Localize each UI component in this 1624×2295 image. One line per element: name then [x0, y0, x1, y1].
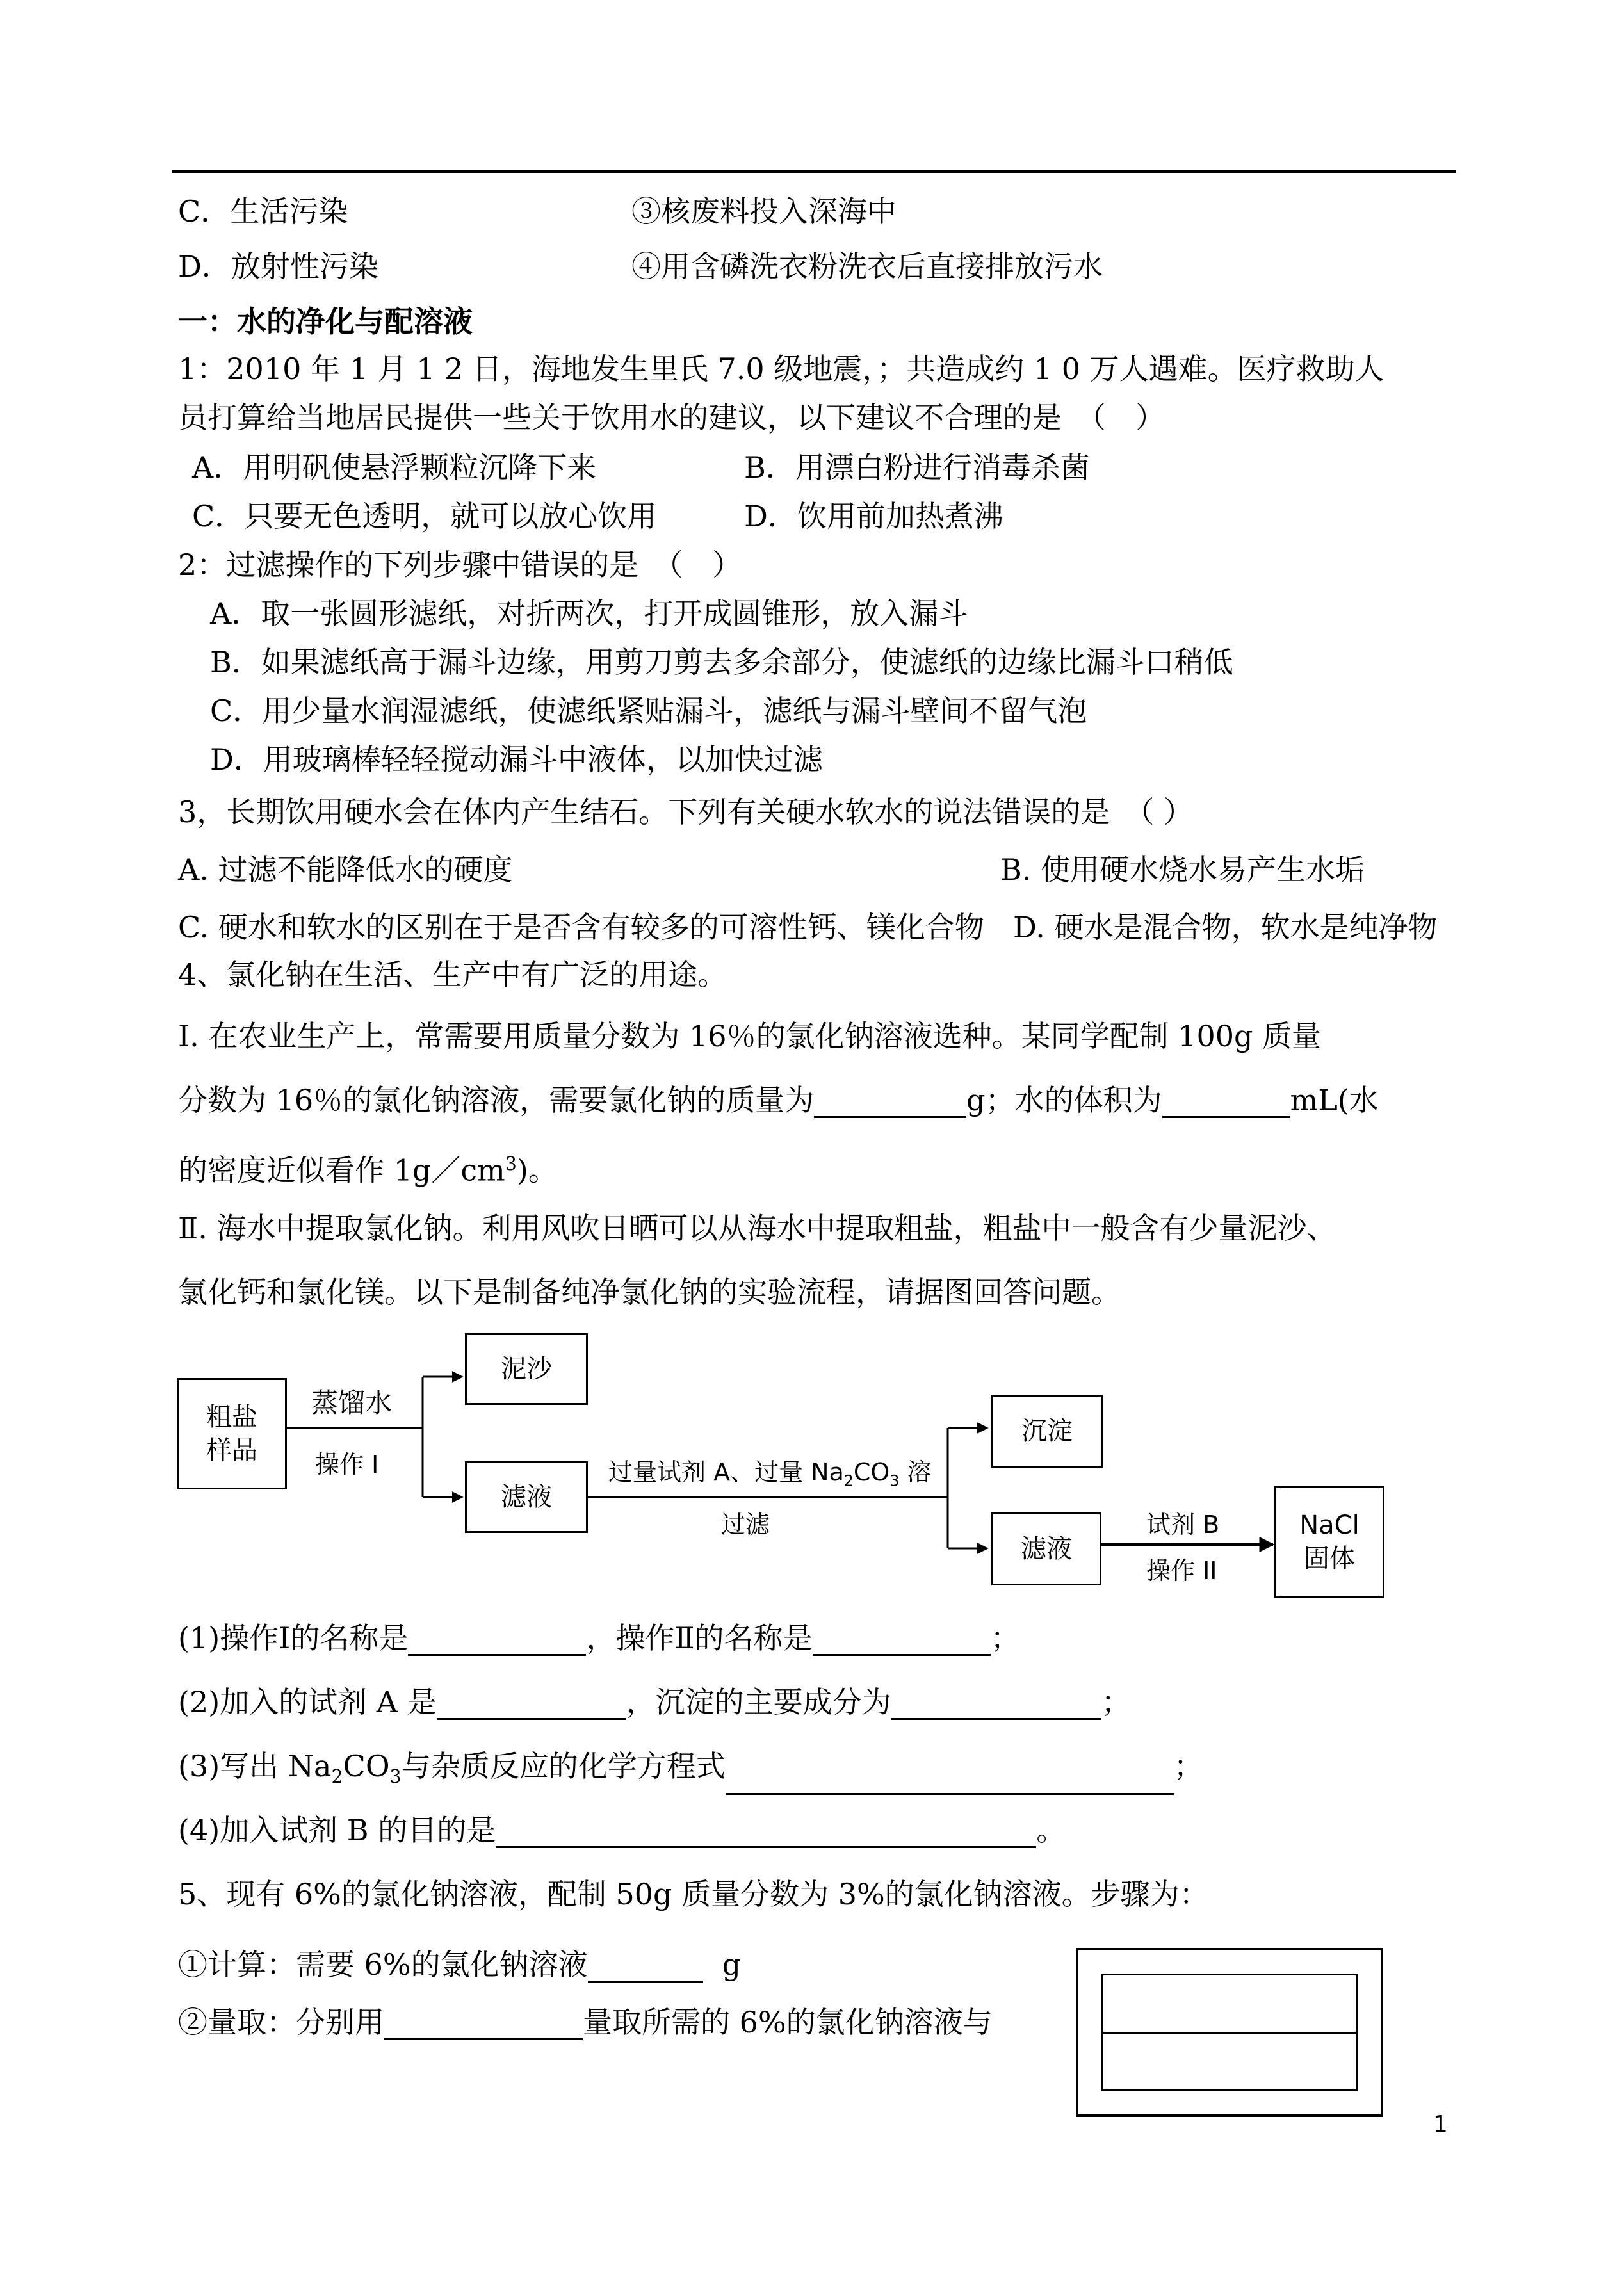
- q1-line2: 员打算给当地居民提供一些关于饮用水的建议，以下建议不合理的是 （ ）: [178, 400, 1165, 435]
- sub-question-4: (4)加入试剂 B 的目的是 。: [178, 1813, 1066, 1847]
- label-filter: 过滤: [721, 1511, 770, 1539]
- blank-solution-mass[interactable]: [588, 1952, 703, 1983]
- sub-question-1: (1)操作Ⅰ的名称是 ，操作Ⅱ的名称是 ；: [178, 1621, 1020, 1655]
- q2-stem: 2：过滤操作的下列步骤中错误的是 （ ）: [178, 547, 742, 582]
- q1-line1: 1：2010 年 1 月 1 2 日，海地发生里氏 7.0 级地震，；共造成约 1 0 万人遇难。医疗救助人: [178, 352, 1384, 386]
- option-c: C．生活污染: [178, 194, 348, 229]
- q3-option-d: D. 硬水是混合物，软水是纯净物: [1013, 910, 1438, 945]
- option-c-match: ③核废料投入深海中: [631, 194, 897, 229]
- crude-salt-box: 粗盐 样品: [177, 1378, 287, 1489]
- q3-option-a: A. 过滤不能降低水的硬度: [178, 852, 513, 887]
- filtrate-box-1: 滤液: [465, 1461, 588, 1533]
- q2-option-c: C．用少量水润湿滤纸，使滤纸紧贴漏斗，滤纸与漏斗壁间不留气泡: [210, 693, 1087, 728]
- q5-step2: ②量取：分别用 量取所需的 6%的氯化钠溶液与: [178, 2005, 993, 2040]
- label-operation-2: 操作 II: [1146, 1557, 1217, 1585]
- nacl-solid-box: NaCl 固体: [1274, 1486, 1384, 1598]
- q3-option-b: B. 使用硬水烧水易产生水垢: [1000, 852, 1365, 887]
- precipitate-box: 沉淀: [991, 1395, 1103, 1468]
- q2-option-d: D．用玻璃棒轻轻搅动漏斗中液体，以加快过滤: [210, 742, 823, 777]
- page-number: 1: [1433, 2111, 1448, 2137]
- blank-equation[interactable]: [726, 1765, 1174, 1795]
- blank-operation-1[interactable]: [408, 1626, 586, 1656]
- blank-precipitate[interactable]: [891, 1690, 1101, 1720]
- sub-question-3: (3)写出 $Na_2CO_3$与杂质反应的化学方程式 ；: [178, 1748, 1203, 1795]
- q1-option-b: B．用漂白粉进行消毒杀菌: [744, 450, 1090, 485]
- label-reagent-b: 试剂 B: [1146, 1511, 1220, 1539]
- q4-part2-line1: Ⅱ. 海水中提取氯化钠。利用风吹日晒可以从海水中提取粗盐，粗盐中一般含有少量泥沙、: [178, 1211, 1336, 1245]
- label-distilled-water: 蒸馏水: [311, 1387, 393, 1418]
- q5-stem: 5、现有 6%的氯化钠溶液，配制 50g 质量分数为 3%的氯化钠溶液。步骤为：: [178, 1877, 1209, 1911]
- label-reagent-a: 过量试剂 A、过量 $Na_2CO_3$ 溶: [608, 1458, 932, 1490]
- sub-question-2: (2)加入的试剂 A 是 ，沉淀的主要成分为 ；: [178, 1685, 1131, 1719]
- q3-stem: 3，长期饮用硬水会在体内产生结石。下列有关硬水软水的说法错误的是 （ ）: [178, 795, 1193, 829]
- q4-stem: 4、氯化钠在生活、生产中有广泛的用途。: [178, 957, 727, 992]
- q2-option-b: B．如果滤纸高于漏斗边缘，用剪刀剪去多余部分，使滤纸的边缘比漏斗口稍低: [210, 645, 1233, 679]
- blank-reagent-a[interactable]: [437, 1690, 626, 1720]
- label-operation-1: 操作 I: [315, 1450, 379, 1479]
- q4-part1-line3: 的密度近似看作 $1g/cm^3$)。: [178, 1153, 558, 1188]
- label-frame-outer: [1076, 1948, 1383, 2117]
- q3-option-c: C. 硬水和软水的区别在于是否含有较多的可溶性钙、镁化合物: [178, 910, 984, 945]
- q1-option-c: C．只要无色透明，就可以放心饮用: [192, 499, 657, 533]
- q2-option-a: A．取一张圆形滤纸，对折两次，打开成圆锥形，放入漏斗: [210, 596, 968, 631]
- sand-box: 泥沙: [465, 1333, 588, 1405]
- option-d-match: ④用含磷洗衣粉洗衣后直接排放污水: [631, 249, 1103, 284]
- filtrate-box-2: 滤液: [991, 1512, 1101, 1585]
- q1-option-a: A．用明矾使悬浮颗粒沉降下来: [192, 450, 597, 485]
- q4-part1-line1: Ⅰ. 在农业生产上，常需要用质量分数为 16％的氯化钠溶液选种。某同学配制 100g 质量: [178, 1019, 1322, 1053]
- label-frame-divider: [1103, 2032, 1356, 2034]
- q1-option-d: D．饮用前加热煮沸: [744, 499, 1003, 533]
- blank-operation-2[interactable]: [813, 1626, 991, 1656]
- option-d: D．放射性污染: [178, 249, 378, 284]
- label-frame-inner: [1101, 1974, 1358, 2091]
- blank-reagent-b-purpose[interactable]: [496, 1818, 1036, 1848]
- section-heading: 一：水的净化与配溶液: [178, 304, 473, 339]
- blank-measuring-tool[interactable]: [384, 2010, 583, 2040]
- q4-part1-line2: 分数为 16％的氯化钠溶液，需要氯化钠的质量为 g；水的体积为 mL(水: [178, 1083, 1379, 1117]
- q4-part2-line2: 氯化钙和氯化镁。以下是制备纯净氯化钠的实验流程，请据图回答问题。: [178, 1275, 1121, 1310]
- q5-step1: ①计算：需要 6%的氯化钠溶液 g: [178, 1947, 742, 1982]
